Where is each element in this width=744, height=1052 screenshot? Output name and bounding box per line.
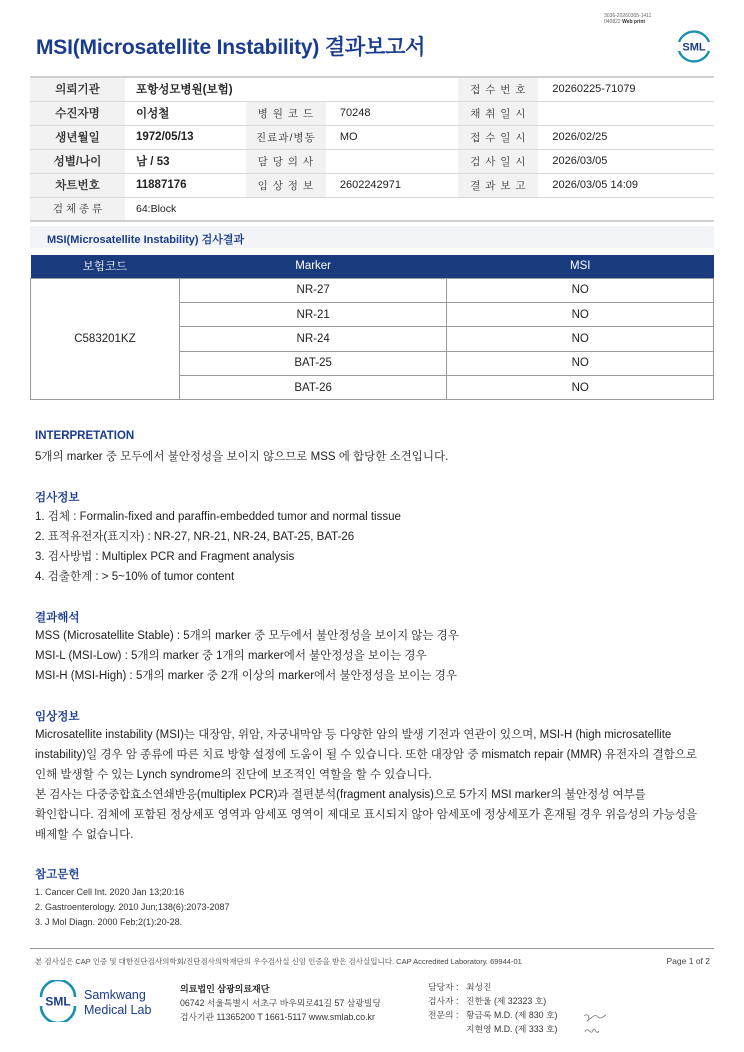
msi-cell: NO [447, 302, 714, 326]
list-item: 1. Cancer Cell Int. 2020 Jan 13;20:16 [35, 887, 185, 897]
label-attending-physician: 담 당 의 사 [246, 149, 326, 173]
staff-row [428, 994, 557, 1008]
staff-list [428, 980, 557, 1036]
value-collection-datetime [538, 101, 714, 125]
clinical-info-text [35, 725, 715, 845]
label-requesting-institution: 의뢰기관 [30, 77, 125, 101]
footer-divider [30, 948, 714, 949]
value-test-datetime: 2026/03/05 [538, 149, 714, 173]
info-row [30, 173, 714, 197]
foundation-name: 의료법인 삼광의료재단 [180, 984, 270, 994]
print-code-line-1: 3036-20260305-1411 [604, 13, 652, 19]
list-item: MSI-H (MSI-High) : 5개의 marker 중 2개 이상의 marker에서 불안정성을 보이는 경우 [35, 670, 457, 682]
label-receipt-datetime: 접 수 일 시 [458, 125, 538, 149]
value-receipt-datetime: 2026/02/25 [538, 125, 714, 149]
marker-cell: NR-27 [179, 278, 447, 302]
staff-name: 진한울 (제 32323 호) [466, 996, 547, 1006]
foundation-contact [180, 996, 381, 1024]
label-collection-datetime: 채 취 일 시 [458, 101, 538, 125]
value-birth-date: 1972/05/13 [125, 125, 246, 149]
logo-text: SML [682, 41, 706, 54]
staff-row [428, 1008, 557, 1022]
value-report-datetime: 2026/03/05 14:09 [538, 173, 714, 197]
staff-row [428, 1022, 557, 1036]
logo-text: SML [45, 994, 71, 1009]
info-row [30, 101, 714, 125]
staff-name: 최성진 [466, 982, 492, 992]
info-row [30, 197, 714, 221]
header-marker: Marker [179, 255, 447, 278]
staff-role: 검사자 : [428, 996, 459, 1006]
staff-role: 담당자 : [428, 982, 459, 992]
info-row [30, 125, 714, 149]
insurance-code-cell: C583201KZ [31, 278, 180, 400]
marker-cell: BAT-25 [179, 351, 447, 375]
marker-cell: NR-21 [179, 302, 447, 326]
value-attending-physician [326, 149, 459, 173]
value-receipt-number: 20260225-71079 [538, 77, 714, 101]
interpretation-text: 5개의 marker 중 모두에서 불안정성을 보이지 않으므로 MSS 에 합당한 소견입니다. [35, 451, 449, 463]
value-department: MO [326, 125, 459, 149]
label-hospital-code: 병 원 코 드 [246, 101, 326, 125]
references-list [35, 885, 229, 930]
test-info-heading: 검사정보 [35, 492, 80, 504]
list-item: 1. 검체 : Formalin-fixed and paraffin-embedded tumor and normal tissue [35, 511, 401, 523]
test-info-list [35, 507, 401, 587]
label-report-datetime: 결 과 보 고 [458, 173, 538, 197]
marker-cell: BAT-26 [179, 376, 447, 400]
report-title: MSI(Microsatellite Instability) 결과보고서 [36, 36, 426, 59]
paragraph-line: Microsatellite instability (MSI)는 대장암, 위암, 자궁내막암 등 다양한 암의 발생 기전과 연관이 있으며, MSI-H (high microsatellite [35, 729, 672, 741]
clinical-info-heading: 임상정보 [35, 711, 80, 723]
list-item: MSI-L (MSI-Low) : 5개의 marker 중 1개의 marker에서 불안정성을 보이는 경우 [35, 650, 427, 662]
label-sex-age: 성별/나이 [30, 149, 125, 173]
marker-cell: NR-24 [179, 327, 447, 351]
print-code-line-2: 040822 [604, 19, 621, 25]
list-item: 4. 검출한계 : > 5~10% of tumor content [35, 571, 235, 583]
label-test-datetime: 검 사 일 시 [458, 149, 538, 173]
patient-info-table [30, 76, 714, 222]
value-requesting-institution: 포항성모병원(보험) [125, 77, 458, 101]
address: 06742 서울특별시 서초구 바우뫼로41길 57 삼광빌딩 [180, 998, 381, 1008]
value-hospital-code: 70248 [326, 101, 459, 125]
list-item: 2. 표적유전자(표지자) : NR-27, NR-21, NR-24, BAT-25, BAT-26 [35, 531, 355, 543]
info-row [30, 77, 714, 101]
msi-cell: NO [447, 278, 714, 302]
result-interpretation-heading: 결과해석 [35, 612, 80, 624]
logo-line-2: Medical Lab [84, 1003, 152, 1017]
header-msi: MSI [447, 255, 714, 278]
list-item: 2. Gastroenterology. 2010 Jun;138(6):2073-2087 [35, 902, 230, 912]
msi-cell: NO [447, 351, 714, 375]
list-item: 3. 검사방법 : Multiplex PCR and Fragment analysis [35, 551, 295, 563]
staff-name: 황금록 M.D. (제 830 호) [466, 1010, 558, 1020]
value-sex-age: 남 / 53 [125, 149, 246, 173]
value-patient-name: 이성철 [125, 101, 246, 125]
list-item: 3. J Mol Diagn. 2000 Feb;2(1):20-28. [35, 917, 183, 927]
paragraph-line: 본 검사는 다중중합효소연쇄반응(multiplex PCR)과 절편분석(fragment analysis)으로 5가지 MSI marker의 불안정성 여부를 [35, 789, 646, 801]
report-print-code [604, 13, 651, 25]
result-section-title: MSI(Microsatellite Instability) 검사결과 [30, 226, 714, 248]
print-mode: Web print [622, 19, 646, 25]
paragraph-line: 인해 발생할 수 있는 Lynch syndrome의 진단에 보조적인 역할을 할 수 있습니다. [35, 769, 432, 781]
value-chart-number: 11887176 [125, 173, 246, 197]
msi-cell: NO [447, 327, 714, 351]
label-specimen-type: 검 체 종 류 [30, 197, 125, 221]
paragraph-line: 배제할 수 없습니다. [35, 829, 134, 841]
interpretation-heading: INTERPRETATION [35, 430, 135, 442]
table-row [31, 278, 714, 302]
page-number: Page 1 of 2 [666, 956, 710, 966]
paragraph-line: instability)일 경우 암 종류에 따른 치료 방향 설정에 도움이 될 수 있습니다. 또한 대장암 중 mismatch repair (MMR) 유전자의 결함으로 [35, 749, 697, 761]
header-insurance-code: 보험코드 [31, 255, 180, 278]
sml-logo-icon [674, 26, 714, 66]
label-birth-date: 생년월일 [30, 125, 125, 149]
label-clinical-info: 임 상 정 보 [246, 173, 326, 197]
label-chart-number: 차트번호 [30, 173, 125, 197]
value-specimen-type: 64:Block [125, 197, 714, 221]
accreditation-note: 본 검사실은 CAP 인증 및 대한진단검사의학회/진단검사의학재단의 우수검사실 신임 인증을 받은 검사실입니다. CAP Accredited Laboratory. 69944-01 [35, 957, 522, 966]
msi-result-table [30, 255, 714, 400]
paragraph-line: 확인합니다. 검체에 포함된 정상세포 영역과 암세포 영역이 제대로 표시되지 않아 암세포에 정상세포가 혼재될 경우 위음성의 가능성을 [35, 809, 698, 821]
staff-name: 지현영 M.D. (제 333 호) [466, 1024, 558, 1034]
signature-icon [580, 1010, 610, 1040]
msi-cell: NO [447, 376, 714, 400]
label-receipt-number: 접 수 번 호 [458, 77, 538, 101]
staff-row [428, 980, 557, 994]
list-item: MSS (Microsatellite Stable) : 5개의 marker 중 모두에서 불안정성을 보이지 않는 경우 [35, 630, 459, 642]
staff-role: 전문의 : [428, 1010, 459, 1020]
samkwang-logo-icon [38, 980, 158, 1022]
label-patient-name: 수진자명 [30, 101, 125, 125]
references-heading: 참고문헌 [35, 869, 80, 881]
logo-line-1: Samkwang [84, 988, 146, 1002]
license-contact: 검사기관 11365200 T 1661-5117 www.smlab.co.kr [180, 1012, 375, 1022]
result-interpretation-list [35, 626, 459, 686]
value-clinical-info: 2602242971 [326, 173, 459, 197]
label-department: 진료과/병동 [246, 125, 326, 149]
info-row [30, 149, 714, 173]
